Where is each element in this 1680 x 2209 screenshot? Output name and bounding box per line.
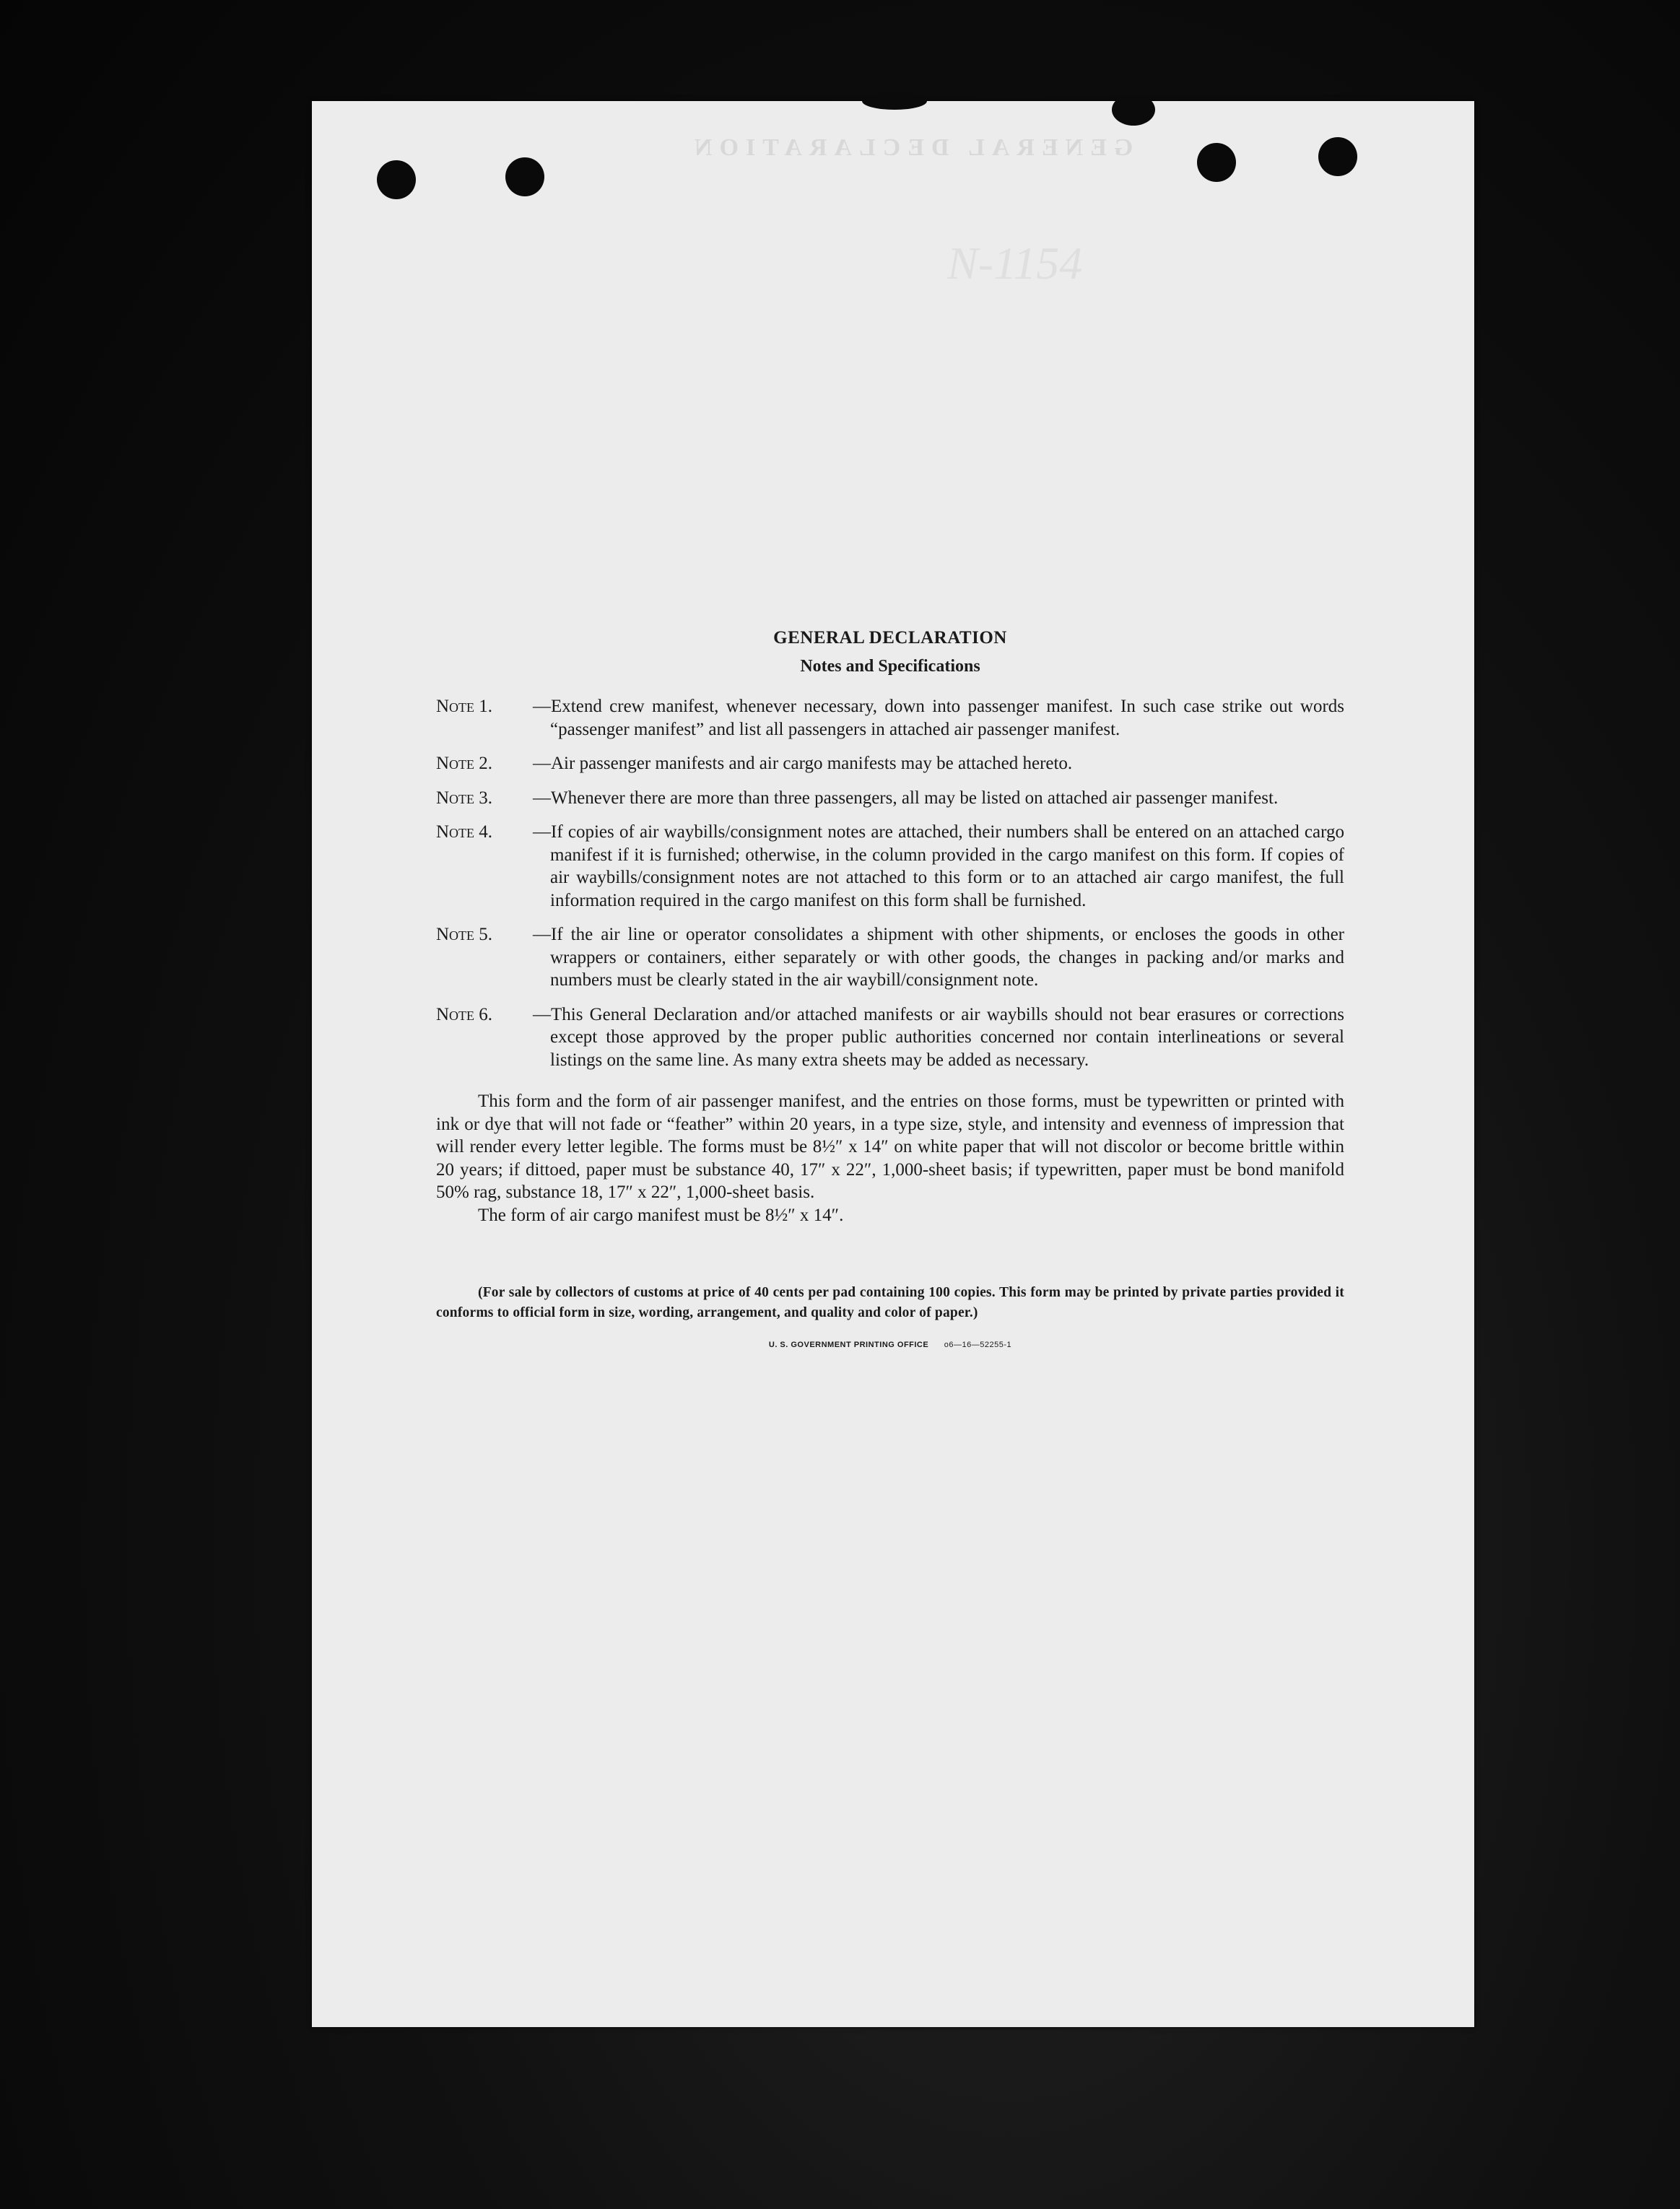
note-6 <box>436 1003 1344 1072</box>
show-through-heading: GENERAL DECLARATION <box>687 134 1133 161</box>
note-1 <box>436 695 1344 741</box>
note-label: Note 3. <box>436 788 493 808</box>
note-5 <box>436 923 1344 992</box>
paper-tear <box>862 92 927 110</box>
note-4 <box>436 821 1344 912</box>
form-specification-paragraph: This form and the form of air passenger manifest, and the entries on those forms, must be typewritten or printed with ink or dye that will not fade or “feather” within 20 years, in a type size, style, and intensity and evenness of impression that will render every letter legible. The forms must be 8½″ x 14″ on white paper that will not discolor or become brittle within 20 years; if dittoed, paper must be substance 40, 17″ x 22″, 1,000-sheet basis; if typewritten, paper must be bond manifold 50% rag, substance 18, 17″ x 22″, 1,000-sheet basis. <box>436 1092 1344 1202</box>
note-text: —This General Declaration and/or attached manifests or air waybills should not bear erasures or corrections except those approved by the proper public authorities concerned nor contain interlineations or several listings on the same line. As many extra sheets may be added as necessary. <box>533 1004 1344 1070</box>
cargo-manifest-size-paragraph: The form of air cargo manifest must be 8½″ x 14″. <box>478 1205 844 1225</box>
note-label: Note 5. <box>436 925 493 944</box>
note-3 <box>436 787 1344 810</box>
note-text: —Air passenger manifests and air cargo manifests may be attached hereto. <box>533 754 1073 773</box>
note-text: —If copies of air waybills/consignment notes are attached, their numbers shall be entered on an attached cargo manifest if it is furnished; otherwise, in the column provided in the cargo manifest on this form. If copies of air waybills/consignment notes are not attached to this form or to an attached air cargo manifest, the full information required in the cargo manifest on this form shall be furnished. <box>533 822 1344 910</box>
printer-imprint <box>436 1341 1344 1349</box>
note-label: Note 1. <box>436 697 493 716</box>
punch-hole <box>377 160 416 199</box>
punch-hole <box>1318 137 1357 176</box>
note-label: Note 6. <box>436 1004 493 1024</box>
document-subtitle: Notes and Specifications <box>800 657 980 676</box>
note-2 <box>436 752 1344 775</box>
note-label: Note 2. <box>436 754 493 773</box>
notes-content <box>436 628 1344 1349</box>
printer-code: o6—16—52255-1 <box>944 1341 1012 1349</box>
document-title: GENERAL DECLARATION <box>773 628 1007 648</box>
punch-hole <box>505 157 544 196</box>
punch-hole <box>1197 143 1236 182</box>
paper-tear <box>1112 94 1155 126</box>
printer-name: U. S. GOVERNMENT PRINTING OFFICE <box>768 1341 929 1349</box>
show-through-handwriting: N-1154 <box>947 238 1083 289</box>
note-text: —Extend crew manifest, whenever necessary, down into passenger manifest. In such case strike out words “passenger manifest” and list all passengers in attached air passenger manifest. <box>533 697 1344 739</box>
note-text: —If the air line or operator consolidates a shipment with other shipments, or encloses the goods in other wrappers or containers, either separately or with other goods, the changes in packing and/or marks and numbers must be clearly stated in the air waybill/consignment note. <box>533 925 1344 990</box>
note-label: Note 4. <box>436 822 493 842</box>
note-text: —Whenever there are more than three passengers, all may be listed on attached air passenger manifest. <box>533 788 1279 808</box>
sale-notice: (For sale by collectors of customs at price of 40 cents per pad containing 100 copies. This form may be printed by private parties provided it conforms to official form in size, wording, arrangement, and quality and color of paper.) <box>436 1285 1344 1320</box>
